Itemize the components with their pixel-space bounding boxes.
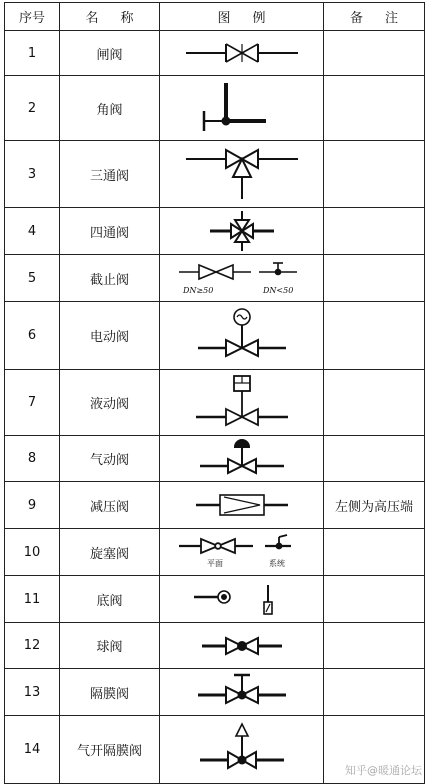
table-row: [5, 31, 425, 76]
row-note: [324, 669, 425, 716]
row-no: 2: [5, 76, 60, 141]
row-note: [324, 623, 425, 669]
table-row: [5, 370, 425, 436]
row-no: 5: [5, 255, 60, 302]
row-symbol-cell: [160, 482, 324, 529]
row-symbol-cell: [160, 141, 324, 208]
row-note: [324, 208, 425, 255]
header-note-b: 注: [385, 11, 399, 26]
header-symbol-b: 例: [252, 11, 266, 26]
row-note: [324, 370, 425, 436]
air-open-diaphragm-valve-symbol: [182, 720, 302, 780]
row-name: 闸阀: [60, 31, 160, 76]
row-name: 角阀: [60, 76, 160, 141]
table-row: [5, 76, 425, 141]
plug-valve-symbol: [177, 532, 307, 572]
plug-valve-label-plan: 平面: [206, 559, 223, 568]
row-symbol-cell: [160, 436, 324, 482]
row-name: 四通阀: [60, 208, 160, 255]
table-row: [5, 576, 425, 623]
hydraulic-valve-symbol: [182, 373, 302, 433]
row-note: [324, 255, 425, 302]
row-name: 气开隔膜阀: [60, 716, 160, 784]
row-symbol-cell: [160, 208, 324, 255]
header-note: [324, 3, 425, 31]
watermark-text: 知乎@暖通论坛: [345, 764, 422, 777]
row-note: 左侧为高压端: [324, 482, 425, 529]
row-symbol-cell: [160, 76, 324, 141]
row-name: 气动阀: [60, 436, 160, 482]
row-symbol-cell: [160, 302, 324, 370]
table-row: [5, 623, 425, 669]
row-no: 12: [5, 623, 60, 669]
ball-valve-symbol: [182, 631, 302, 661]
globe-valve-label-large: DN≥50: [182, 286, 213, 295]
globe-valve-symbol: [177, 258, 307, 298]
row-name: 减压阀: [60, 482, 160, 529]
gate-valve-symbol: [182, 38, 302, 68]
globe-valve-label-small: DN<50: [262, 286, 293, 295]
header-symbol-a: 图: [217, 11, 231, 26]
row-name: 电动阀: [60, 302, 160, 370]
diaphragm-valve-symbol: [182, 671, 302, 713]
row-no: 14: [5, 716, 60, 784]
header-name-b: 称: [120, 11, 134, 26]
row-name: 旋塞阀: [60, 529, 160, 576]
four-way-valve-symbol: [182, 210, 302, 252]
row-name: 截止阀: [60, 255, 160, 302]
row-no: 11: [5, 576, 60, 623]
table-row: [5, 436, 425, 482]
row-no: 8: [5, 436, 60, 482]
header-note-a: 备: [349, 11, 363, 26]
row-no: 1: [5, 31, 60, 76]
valve-symbol-table: [4, 2, 425, 784]
header-name: [60, 3, 160, 31]
row-note: [324, 576, 425, 623]
row-symbol-cell: [160, 623, 324, 669]
header-symbol: [160, 3, 324, 31]
pressure-reducing-valve-symbol: [182, 488, 302, 522]
row-symbol-cell: [160, 370, 324, 436]
table-header-row: [5, 3, 425, 31]
table-row: [5, 669, 425, 716]
row-note: [324, 529, 425, 576]
row-symbol-cell: [160, 529, 324, 576]
row-no: 3: [5, 141, 60, 208]
table-row: [5, 302, 425, 370]
row-symbol-cell: [160, 576, 324, 623]
table-row: [5, 208, 425, 255]
row-symbol-cell: [160, 669, 324, 716]
row-name: 底阀: [60, 576, 160, 623]
table-row: [5, 141, 425, 208]
header-name-a: 名: [85, 11, 99, 26]
row-name: 球阀: [60, 623, 160, 669]
row-no: 13: [5, 669, 60, 716]
row-no: 6: [5, 302, 60, 370]
row-no: 7: [5, 370, 60, 436]
row-symbol-cell: [160, 31, 324, 76]
row-no: 10: [5, 529, 60, 576]
row-name: 三通阀: [60, 141, 160, 208]
row-note: [324, 31, 425, 76]
three-way-valve-symbol: [182, 145, 302, 203]
row-symbol-cell: [160, 255, 324, 302]
electric-valve-symbol: [182, 306, 302, 366]
row-note: [324, 141, 425, 208]
header-no: 序号: [5, 3, 60, 31]
row-note: [324, 76, 425, 141]
row-note: [324, 436, 425, 482]
table-row: [5, 255, 425, 302]
angle-valve-symbol: [182, 79, 302, 137]
row-name: 液动阀: [60, 370, 160, 436]
row-name: 隔膜阀: [60, 669, 160, 716]
plug-valve-label-system: 系统: [268, 559, 285, 568]
row-no: 9: [5, 482, 60, 529]
pneumatic-valve-symbol: [182, 438, 302, 480]
row-note: [324, 302, 425, 370]
table-row: [5, 529, 425, 576]
row-symbol-cell: [160, 716, 324, 784]
row-no: 4: [5, 208, 60, 255]
foot-valve-symbol: [182, 582, 302, 616]
table-row: [5, 482, 425, 529]
